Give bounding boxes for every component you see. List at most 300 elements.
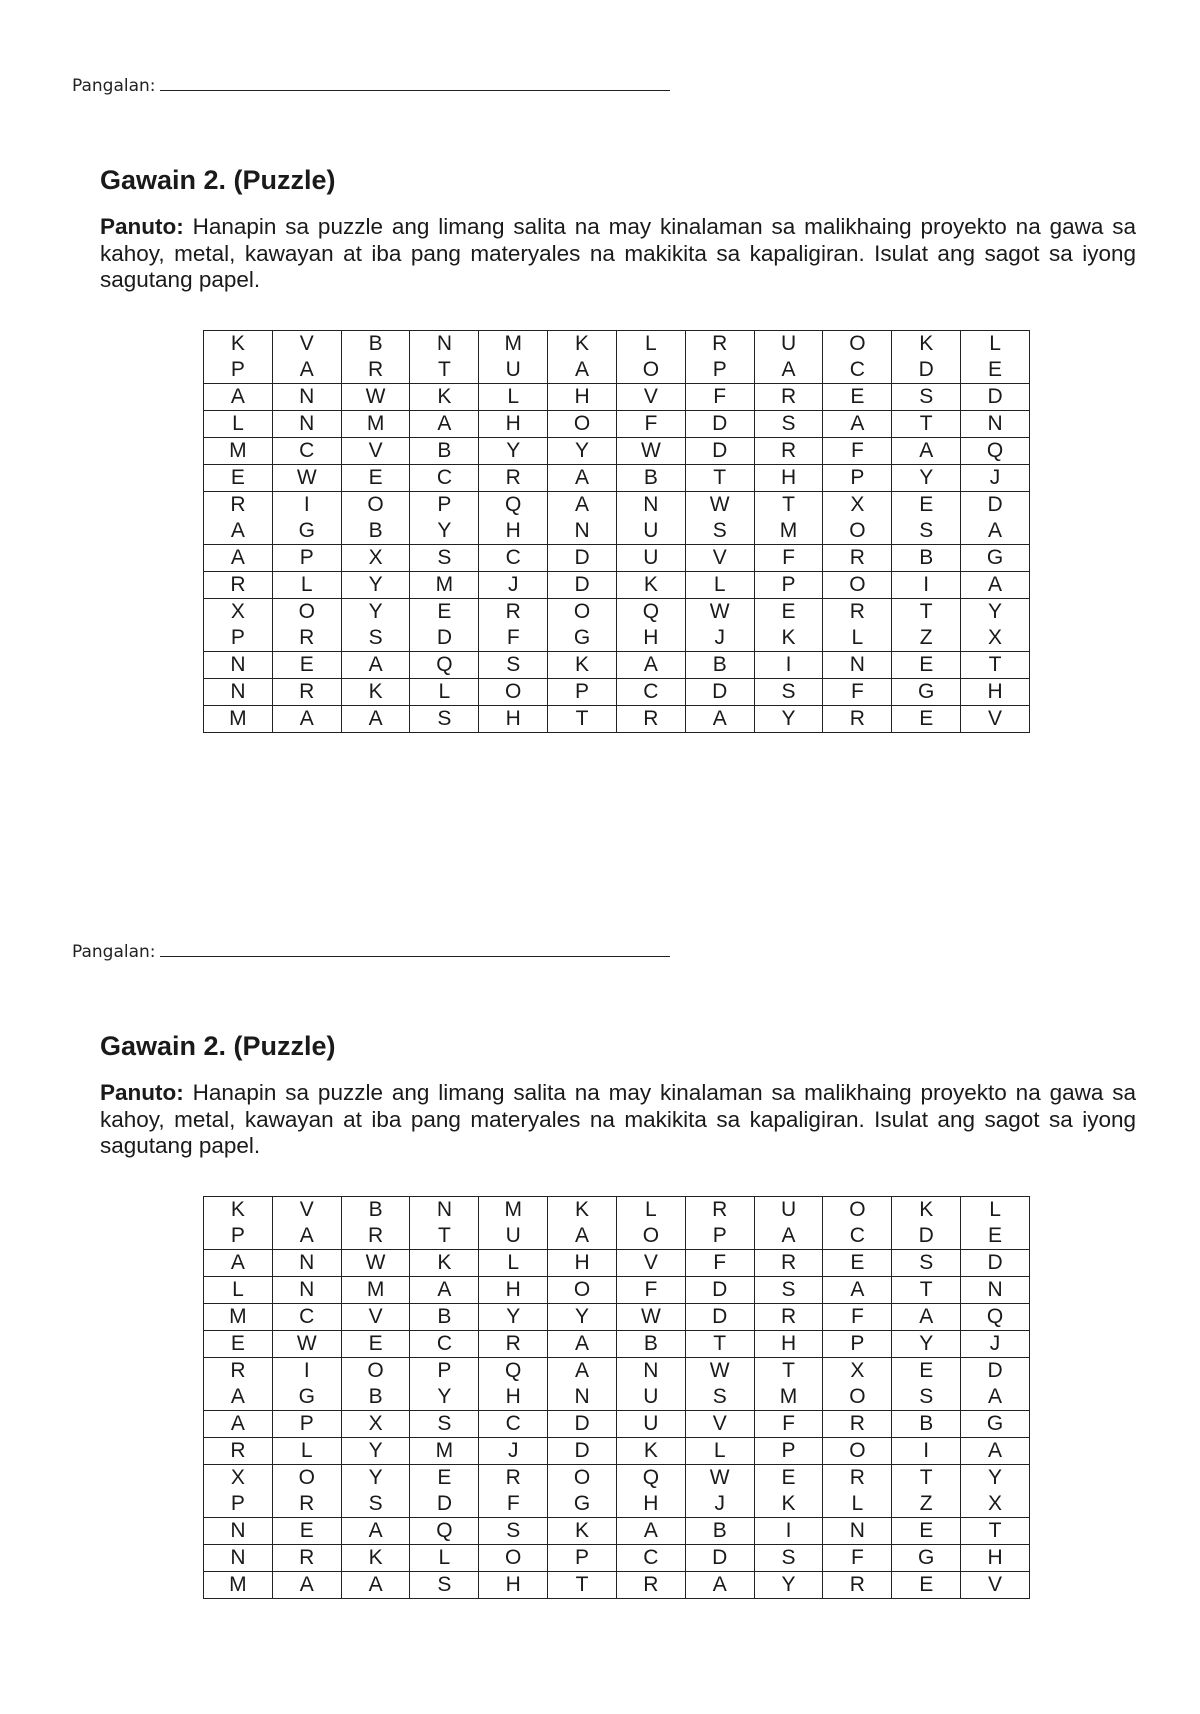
grid-cell[interactable]: R — [823, 545, 892, 572]
grid-cell[interactable]: M — [341, 411, 410, 438]
grid-cell[interactable]: I — [892, 572, 961, 599]
grid-cell[interactable]: A — [410, 1277, 479, 1304]
grid-cell[interactable]: F — [479, 625, 548, 652]
grid-cell[interactable]: E — [892, 492, 961, 519]
grid-cell[interactable]: S — [754, 411, 823, 438]
grid-cell[interactable]: U — [754, 1197, 823, 1224]
grid-cell[interactable]: N — [823, 1518, 892, 1545]
grid-cell[interactable]: X — [823, 1358, 892, 1385]
grid-cell[interactable]: M — [410, 1438, 479, 1465]
grid-cell[interactable]: X — [341, 1411, 410, 1438]
grid-cell[interactable]: V — [616, 1250, 685, 1277]
grid-cell[interactable]: Q — [479, 492, 548, 519]
grid-cell[interactable]: G — [272, 518, 341, 545]
grid-cell[interactable]: G — [548, 625, 617, 652]
grid-cell[interactable]: O — [823, 1197, 892, 1224]
grid-cell[interactable]: U — [616, 545, 685, 572]
grid-cell[interactable]: Y — [548, 438, 617, 465]
grid-cell[interactable]: S — [479, 652, 548, 679]
grid-cell[interactable]: A — [823, 411, 892, 438]
grid-cell[interactable]: Y — [341, 1465, 410, 1492]
grid-cell[interactable]: J — [685, 1491, 754, 1518]
grid-cell[interactable]: C — [272, 1304, 341, 1331]
grid-cell[interactable]: L — [685, 572, 754, 599]
grid-cell[interactable]: K — [616, 572, 685, 599]
grid-cell[interactable]: L — [204, 411, 273, 438]
grid-cell[interactable]: P — [410, 492, 479, 519]
grid-cell[interactable]: I — [892, 1438, 961, 1465]
grid-cell[interactable]: E — [204, 1331, 273, 1358]
grid-cell[interactable]: U — [616, 1411, 685, 1438]
grid-cell[interactable]: H — [479, 518, 548, 545]
grid-cell[interactable]: C — [410, 1331, 479, 1358]
grid-cell[interactable]: R — [823, 1411, 892, 1438]
grid-cell[interactable]: W — [272, 1331, 341, 1358]
grid-cell[interactable]: O — [548, 411, 617, 438]
grid-cell[interactable]: P — [272, 1411, 341, 1438]
grid-cell[interactable]: K — [204, 1197, 273, 1224]
grid-cell[interactable]: Y — [341, 572, 410, 599]
grid-cell[interactable]: A — [961, 1438, 1030, 1465]
grid-cell[interactable]: U — [479, 1223, 548, 1250]
grid-cell[interactable]: L — [204, 1277, 273, 1304]
grid-cell[interactable]: F — [616, 411, 685, 438]
grid-cell[interactable]: O — [341, 1358, 410, 1385]
grid-cell[interactable]: N — [204, 1545, 273, 1572]
grid-cell[interactable]: R — [754, 1250, 823, 1277]
grid-cell[interactable]: N — [272, 411, 341, 438]
name-blank-line[interactable] — [160, 76, 670, 91]
grid-cell[interactable]: F — [616, 1277, 685, 1304]
grid-cell[interactable]: B — [341, 331, 410, 358]
grid-cell[interactable]: Z — [892, 625, 961, 652]
grid-cell[interactable]: S — [754, 1277, 823, 1304]
grid-cell[interactable]: W — [341, 1250, 410, 1277]
grid-cell[interactable]: S — [341, 1491, 410, 1518]
grid-cell[interactable]: D — [892, 1223, 961, 1250]
grid-cell[interactable]: D — [410, 625, 479, 652]
grid-cell[interactable]: M — [479, 1197, 548, 1224]
grid-cell[interactable]: A — [272, 357, 341, 384]
grid-cell[interactable]: P — [272, 545, 341, 572]
grid-cell[interactable]: F — [685, 1250, 754, 1277]
grid-cell[interactable]: D — [410, 1491, 479, 1518]
grid-cell[interactable]: N — [823, 652, 892, 679]
grid-cell[interactable]: A — [548, 357, 617, 384]
grid-cell[interactable]: U — [479, 357, 548, 384]
grid-cell[interactable]: P — [204, 357, 273, 384]
grid-cell[interactable]: B — [892, 1411, 961, 1438]
grid-cell[interactable]: Q — [961, 1304, 1030, 1331]
grid-cell[interactable]: E — [823, 1250, 892, 1277]
grid-cell[interactable]: J — [479, 1438, 548, 1465]
grid-cell[interactable]: C — [616, 1545, 685, 1572]
grid-cell[interactable]: N — [410, 1197, 479, 1224]
grid-cell[interactable]: O — [479, 1545, 548, 1572]
grid-cell[interactable]: D — [548, 1438, 617, 1465]
grid-cell[interactable]: L — [616, 331, 685, 358]
grid-cell[interactable]: E — [341, 1331, 410, 1358]
grid-cell[interactable]: E — [272, 1518, 341, 1545]
grid-cell[interactable]: V — [272, 1197, 341, 1224]
grid-cell[interactable]: Y — [341, 1438, 410, 1465]
grid-cell[interactable]: Y — [410, 1384, 479, 1411]
grid-cell[interactable]: M — [754, 1384, 823, 1411]
grid-cell[interactable]: C — [823, 357, 892, 384]
grid-cell[interactable]: P — [204, 1223, 273, 1250]
grid-cell[interactable]: D — [892, 357, 961, 384]
grid-cell[interactable]: R — [685, 1197, 754, 1224]
grid-cell[interactable]: C — [479, 545, 548, 572]
grid-cell[interactable]: N — [272, 384, 341, 411]
grid-cell[interactable]: H — [479, 1572, 548, 1599]
grid-cell[interactable]: B — [616, 465, 685, 492]
grid-cell[interactable]: D — [961, 492, 1030, 519]
grid-cell[interactable]: P — [823, 1331, 892, 1358]
grid-cell[interactable]: R — [616, 706, 685, 733]
grid-cell[interactable]: P — [685, 357, 754, 384]
grid-cell[interactable]: H — [479, 411, 548, 438]
grid-cell[interactable]: O — [548, 599, 617, 626]
grid-cell[interactable]: W — [685, 599, 754, 626]
grid-cell[interactable]: Y — [961, 1465, 1030, 1492]
grid-cell[interactable]: K — [410, 1250, 479, 1277]
grid-cell[interactable]: S — [892, 518, 961, 545]
grid-cell[interactable]: Z — [892, 1491, 961, 1518]
grid-cell[interactable]: O — [823, 518, 892, 545]
grid-cell[interactable]: A — [548, 1331, 617, 1358]
grid-cell[interactable]: L — [479, 1250, 548, 1277]
grid-cell[interactable]: S — [410, 706, 479, 733]
grid-cell[interactable]: N — [961, 411, 1030, 438]
grid-cell[interactable]: S — [341, 625, 410, 652]
grid-cell[interactable]: J — [479, 572, 548, 599]
grid-cell[interactable]: K — [341, 1545, 410, 1572]
grid-cell[interactable]: E — [410, 599, 479, 626]
grid-cell[interactable]: T — [892, 411, 961, 438]
grid-cell[interactable]: K — [204, 331, 273, 358]
grid-cell[interactable]: T — [685, 465, 754, 492]
grid-cell[interactable]: V — [961, 1572, 1030, 1599]
grid-cell[interactable]: O — [823, 1384, 892, 1411]
grid-cell[interactable]: D — [548, 1411, 617, 1438]
grid-cell[interactable]: Y — [410, 518, 479, 545]
grid-cell[interactable]: D — [685, 679, 754, 706]
grid-cell[interactable]: P — [754, 1438, 823, 1465]
grid-cell[interactable]: Y — [479, 438, 548, 465]
grid-cell[interactable]: G — [892, 1545, 961, 1572]
grid-cell[interactable]: M — [479, 331, 548, 358]
grid-cell[interactable]: N — [272, 1277, 341, 1304]
grid-cell[interactable]: R — [754, 384, 823, 411]
grid-cell[interactable]: G — [548, 1491, 617, 1518]
grid-cell[interactable]: G — [961, 545, 1030, 572]
grid-cell[interactable]: A — [204, 545, 273, 572]
grid-cell[interactable]: X — [961, 625, 1030, 652]
grid-cell[interactable]: B — [410, 438, 479, 465]
grid-cell[interactable]: R — [823, 599, 892, 626]
grid-cell[interactable]: C — [823, 1223, 892, 1250]
grid-cell[interactable]: J — [961, 1331, 1030, 1358]
grid-cell[interactable]: W — [685, 1465, 754, 1492]
grid-cell[interactable]: D — [961, 1250, 1030, 1277]
grid-cell[interactable]: E — [892, 1518, 961, 1545]
grid-cell[interactable]: A — [961, 518, 1030, 545]
grid-cell[interactable]: R — [204, 572, 273, 599]
grid-cell[interactable]: J — [685, 625, 754, 652]
grid-cell[interactable]: R — [341, 1223, 410, 1250]
grid-cell[interactable]: F — [823, 679, 892, 706]
grid-cell[interactable]: F — [685, 384, 754, 411]
grid-cell[interactable]: U — [754, 331, 823, 358]
grid-cell[interactable]: T — [548, 1572, 617, 1599]
grid-cell[interactable]: C — [479, 1411, 548, 1438]
grid-cell[interactable]: P — [204, 625, 273, 652]
grid-cell[interactable]: R — [204, 492, 273, 519]
grid-cell[interactable]: S — [892, 1250, 961, 1277]
grid-cell[interactable]: O — [272, 1465, 341, 1492]
grid-cell[interactable]: E — [961, 357, 1030, 384]
grid-cell[interactable]: K — [754, 625, 823, 652]
grid-cell[interactable]: O — [479, 679, 548, 706]
grid-cell[interactable]: L — [685, 1438, 754, 1465]
grid-cell[interactable]: R — [823, 1465, 892, 1492]
grid-cell[interactable]: T — [892, 599, 961, 626]
grid-cell[interactable]: E — [892, 652, 961, 679]
grid-cell[interactable]: K — [341, 679, 410, 706]
grid-cell[interactable]: B — [685, 652, 754, 679]
grid-cell[interactable]: P — [548, 679, 617, 706]
grid-cell[interactable]: R — [616, 1572, 685, 1599]
grid-cell[interactable]: E — [823, 384, 892, 411]
grid-cell[interactable]: M — [410, 572, 479, 599]
grid-cell[interactable]: F — [754, 545, 823, 572]
grid-cell[interactable]: K — [548, 652, 617, 679]
grid-cell[interactable]: C — [616, 679, 685, 706]
grid-cell[interactable]: A — [341, 1518, 410, 1545]
grid-cell[interactable]: R — [272, 679, 341, 706]
grid-cell[interactable]: R — [204, 1438, 273, 1465]
grid-cell[interactable]: A — [685, 1572, 754, 1599]
grid-cell[interactable]: Y — [892, 465, 961, 492]
grid-cell[interactable]: Y — [754, 706, 823, 733]
grid-cell[interactable]: D — [685, 1545, 754, 1572]
grid-cell[interactable]: N — [410, 331, 479, 358]
grid-cell[interactable]: W — [272, 465, 341, 492]
grid-cell[interactable]: T — [548, 706, 617, 733]
grid-cell[interactable]: V — [341, 438, 410, 465]
grid-cell[interactable]: V — [272, 331, 341, 358]
grid-cell[interactable]: A — [616, 652, 685, 679]
grid-cell[interactable]: H — [754, 1331, 823, 1358]
grid-cell[interactable]: N — [204, 1518, 273, 1545]
grid-cell[interactable]: I — [272, 1358, 341, 1385]
grid-cell[interactable]: L — [410, 1545, 479, 1572]
grid-cell[interactable]: K — [548, 1518, 617, 1545]
grid-cell[interactable]: R — [272, 1545, 341, 1572]
grid-cell[interactable]: A — [892, 1304, 961, 1331]
grid-cell[interactable]: S — [754, 1545, 823, 1572]
grid-cell[interactable]: R — [341, 357, 410, 384]
grid-cell[interactable]: T — [961, 1518, 1030, 1545]
grid-cell[interactable]: H — [754, 465, 823, 492]
grid-cell[interactable]: P — [685, 1223, 754, 1250]
grid-cell[interactable]: A — [823, 1277, 892, 1304]
grid-cell[interactable]: O — [548, 1277, 617, 1304]
grid-cell[interactable]: R — [823, 1572, 892, 1599]
grid-cell[interactable]: F — [823, 438, 892, 465]
grid-cell[interactable]: D — [685, 411, 754, 438]
grid-cell[interactable]: O — [616, 357, 685, 384]
grid-cell[interactable]: O — [616, 1223, 685, 1250]
grid-cell[interactable]: V — [616, 384, 685, 411]
grid-cell[interactable]: Q — [616, 599, 685, 626]
grid-cell[interactable]: N — [204, 652, 273, 679]
grid-cell[interactable]: L — [479, 384, 548, 411]
grid-cell[interactable]: X — [204, 599, 273, 626]
grid-cell[interactable]: G — [272, 1384, 341, 1411]
grid-cell[interactable]: N — [548, 518, 617, 545]
grid-cell[interactable]: A — [410, 411, 479, 438]
grid-cell[interactable]: E — [204, 465, 273, 492]
grid-cell[interactable]: A — [204, 384, 273, 411]
grid-cell[interactable]: S — [685, 518, 754, 545]
grid-cell[interactable]: H — [479, 1384, 548, 1411]
grid-cell[interactable]: N — [616, 492, 685, 519]
grid-cell[interactable]: F — [754, 1411, 823, 1438]
grid-cell[interactable]: D — [961, 1358, 1030, 1385]
grid-cell[interactable]: S — [892, 1384, 961, 1411]
grid-cell[interactable]: D — [548, 545, 617, 572]
grid-cell[interactable]: R — [754, 1304, 823, 1331]
grid-cell[interactable]: A — [548, 492, 617, 519]
grid-cell[interactable]: P — [754, 572, 823, 599]
grid-cell[interactable]: M — [204, 706, 273, 733]
grid-cell[interactable]: R — [479, 599, 548, 626]
grid-cell[interactable]: H — [479, 1277, 548, 1304]
grid-cell[interactable]: N — [204, 679, 273, 706]
grid-cell[interactable]: F — [823, 1545, 892, 1572]
grid-cell[interactable]: A — [272, 1223, 341, 1250]
grid-cell[interactable]: B — [341, 518, 410, 545]
grid-cell[interactable]: Q — [616, 1465, 685, 1492]
grid-cell[interactable]: Y — [341, 599, 410, 626]
grid-cell[interactable]: L — [961, 1197, 1030, 1224]
grid-cell[interactable]: X — [823, 492, 892, 519]
grid-cell[interactable]: R — [272, 1491, 341, 1518]
grid-cell[interactable]: M — [754, 518, 823, 545]
grid-cell[interactable]: D — [685, 1304, 754, 1331]
grid-cell[interactable]: C — [410, 465, 479, 492]
grid-cell[interactable]: D — [685, 1277, 754, 1304]
grid-cell[interactable]: F — [823, 1304, 892, 1331]
grid-cell[interactable]: E — [892, 1358, 961, 1385]
grid-cell[interactable]: A — [272, 1572, 341, 1599]
grid-cell[interactable]: E — [892, 706, 961, 733]
grid-cell[interactable]: L — [823, 625, 892, 652]
grid-cell[interactable]: L — [961, 331, 1030, 358]
grid-cell[interactable]: H — [616, 1491, 685, 1518]
grid-cell[interactable]: A — [548, 1223, 617, 1250]
grid-cell[interactable]: L — [410, 679, 479, 706]
grid-cell[interactable]: Q — [961, 438, 1030, 465]
grid-cell[interactable]: P — [823, 465, 892, 492]
grid-cell[interactable]: T — [892, 1277, 961, 1304]
grid-cell[interactable]: A — [754, 357, 823, 384]
grid-cell[interactable]: K — [892, 331, 961, 358]
grid-cell[interactable]: K — [548, 1197, 617, 1224]
grid-cell[interactable]: L — [616, 1197, 685, 1224]
name-blank-line[interactable] — [160, 942, 670, 957]
grid-cell[interactable]: V — [341, 1304, 410, 1331]
grid-cell[interactable]: A — [754, 1223, 823, 1250]
grid-cell[interactable]: O — [823, 331, 892, 358]
grid-cell[interactable]: O — [548, 1465, 617, 1492]
grid-cell[interactable]: P — [204, 1491, 273, 1518]
grid-cell[interactable]: S — [685, 1384, 754, 1411]
grid-cell[interactable]: S — [410, 1411, 479, 1438]
grid-cell[interactable]: D — [685, 438, 754, 465]
grid-cell[interactable]: E — [272, 652, 341, 679]
grid-cell[interactable]: B — [341, 1384, 410, 1411]
grid-cell[interactable]: H — [961, 679, 1030, 706]
grid-cell[interactable]: F — [479, 1491, 548, 1518]
grid-cell[interactable]: V — [685, 1411, 754, 1438]
grid-cell[interactable]: M — [204, 1572, 273, 1599]
grid-cell[interactable]: W — [341, 384, 410, 411]
grid-cell[interactable]: P — [548, 1545, 617, 1572]
grid-cell[interactable]: B — [892, 545, 961, 572]
grid-cell[interactable]: T — [685, 1331, 754, 1358]
grid-cell[interactable]: Y — [548, 1304, 617, 1331]
grid-cell[interactable]: A — [204, 518, 273, 545]
grid-cell[interactable]: E — [754, 1465, 823, 1492]
grid-cell[interactable]: T — [410, 357, 479, 384]
grid-cell[interactable]: J — [961, 465, 1030, 492]
grid-cell[interactable]: M — [341, 1277, 410, 1304]
grid-cell[interactable]: B — [616, 1331, 685, 1358]
grid-cell[interactable]: M — [204, 1304, 273, 1331]
grid-cell[interactable]: A — [204, 1384, 273, 1411]
grid-cell[interactable]: N — [616, 1358, 685, 1385]
grid-cell[interactable]: H — [479, 706, 548, 733]
grid-cell[interactable]: A — [892, 438, 961, 465]
grid-cell[interactable]: S — [892, 384, 961, 411]
grid-cell[interactable]: N — [548, 1384, 617, 1411]
grid-cell[interactable]: G — [892, 679, 961, 706]
grid-cell[interactable]: R — [754, 438, 823, 465]
grid-cell[interactable]: S — [479, 1518, 548, 1545]
grid-cell[interactable]: R — [823, 706, 892, 733]
grid-cell[interactable]: H — [548, 1250, 617, 1277]
grid-cell[interactable]: E — [754, 599, 823, 626]
grid-cell[interactable]: A — [341, 652, 410, 679]
grid-cell[interactable]: I — [754, 652, 823, 679]
grid-cell[interactable]: S — [754, 679, 823, 706]
grid-cell[interactable]: K — [410, 384, 479, 411]
grid-cell[interactable]: I — [272, 492, 341, 519]
grid-cell[interactable]: A — [961, 572, 1030, 599]
grid-cell[interactable]: X — [341, 545, 410, 572]
grid-cell[interactable]: M — [204, 438, 273, 465]
grid-cell[interactable]: C — [272, 438, 341, 465]
grid-cell[interactable]: R — [685, 331, 754, 358]
grid-cell[interactable]: U — [616, 518, 685, 545]
grid-cell[interactable]: A — [341, 1572, 410, 1599]
grid-cell[interactable]: R — [479, 1331, 548, 1358]
grid-cell[interactable]: Q — [410, 652, 479, 679]
grid-cell[interactable]: H — [616, 625, 685, 652]
